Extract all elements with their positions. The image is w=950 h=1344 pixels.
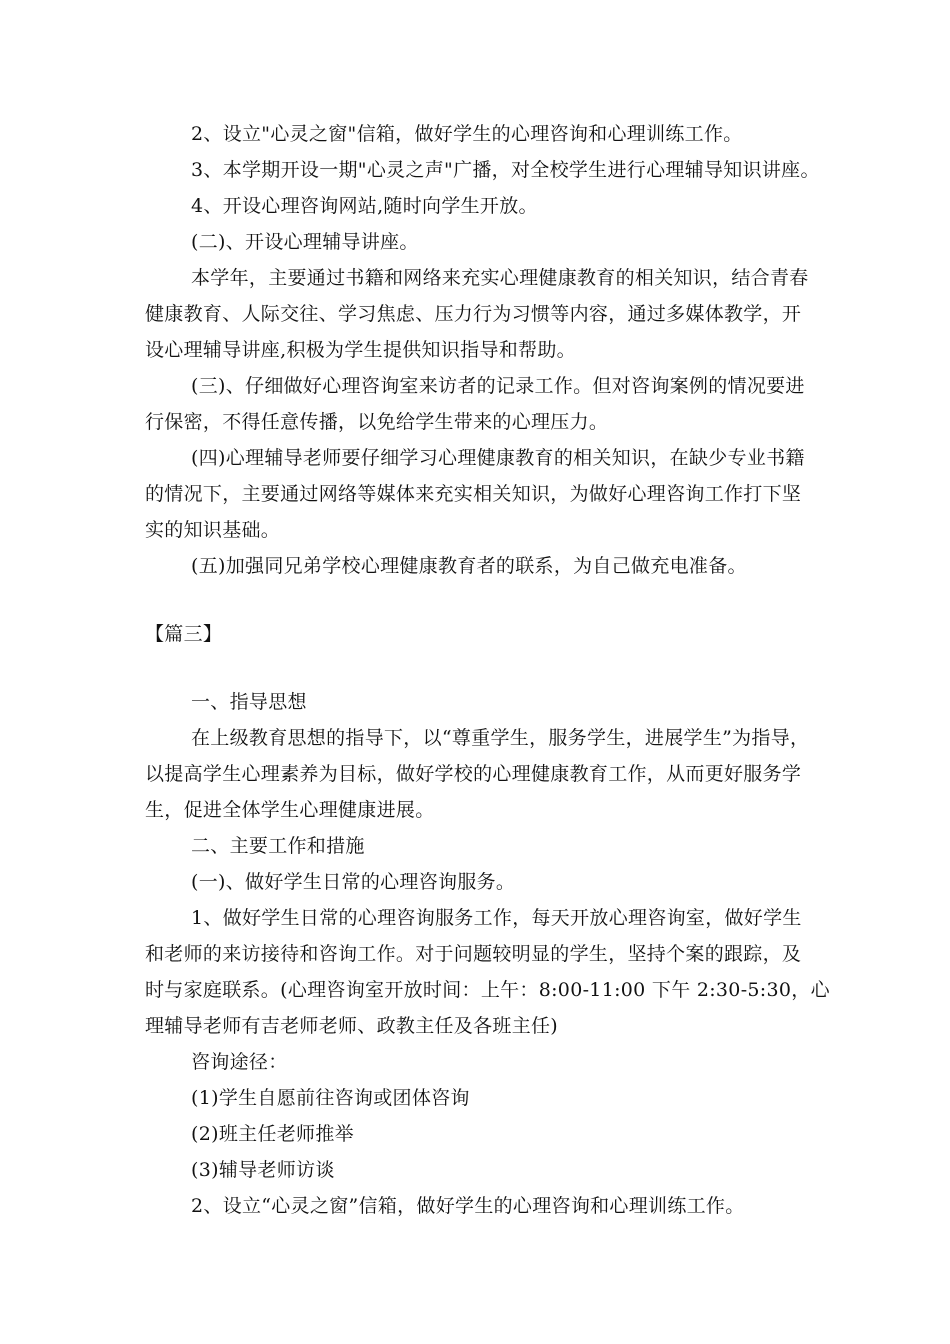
paragraph-line: 设心理辅导讲座,积极为学生提供知识指导和帮助。 bbox=[145, 339, 576, 361]
paragraph-line: 健康教育、人际交往、学习焦虑、压力行为习惯等内容，通过多媒体教学，开 bbox=[145, 303, 802, 325]
paragraph-line: 和老师的来访接待和咨询工作。对于问题较明显的学生，坚持个案的跟踪，及 bbox=[145, 943, 802, 965]
paragraph-line: (四)心理辅导老师要仔细学习心理健康教育的相关知识，在缺少专业书籍 bbox=[191, 447, 805, 469]
paragraph-line: (三)、仔细做好心理咨询室来访者的记录工作。但对咨询案例的情况要进 bbox=[191, 375, 805, 397]
paragraph-line: 理辅导老师有吉老师老师、政教主任及各班主任) bbox=[145, 1015, 559, 1037]
paragraph-line: 的情况下，主要通过网络等媒体来充实相关知识，为做好心理咨询工作打下坚 bbox=[145, 483, 802, 505]
subheading-line: (一)、做好学生日常的心理咨询服务。 bbox=[191, 871, 516, 893]
paragraph-line: 时与家庭联系。(心理咨询室开放时间：上午：8:00-11:00 下午 2:30-5:30，心 bbox=[145, 979, 830, 1001]
subheading-line: 二、主要工作和措施 bbox=[191, 835, 365, 857]
paragraph-line: 以提高学生心理素养为目标，做好学校的心理健康教育工作，从而更好服务学 bbox=[145, 763, 802, 785]
subheading-line: (二)、开设心理辅导讲座。 bbox=[191, 231, 419, 253]
subheading-line: 一、指导思想 bbox=[191, 691, 307, 713]
paragraph-line: 行保密，不得任意传播，以免给学生带来的心理压力。 bbox=[145, 411, 609, 433]
paragraph-line: 4、开设心理咨询网站,随时向学生开放。 bbox=[191, 195, 538, 217]
paragraph-line: 2、设立"心灵之窗"信箱，做好学生的心理咨询和心理训练工作。 bbox=[191, 123, 743, 145]
list-item: (2)班主任老师推举 bbox=[191, 1123, 354, 1145]
section-heading: 【篇三】 bbox=[145, 623, 223, 645]
paragraph-line: 实的知识基础。 bbox=[145, 519, 281, 541]
paragraph-line: 本学年，主要通过书籍和网络来充实心理健康教育的相关知识，结合青春 bbox=[191, 267, 809, 289]
list-item: (3)辅导老师访谈 bbox=[191, 1159, 335, 1181]
paragraph-line: 3、本学期开设一期"心灵之声"广播，对全校学生进行心理辅导知识讲座。 bbox=[191, 159, 820, 181]
paragraph-line: (五)加强同兄弟学校心理健康教育者的联系，为自己做充电准备。 bbox=[191, 555, 747, 577]
paragraph-line: 2、设立“心灵之窗”信箱，做好学生的心理咨询和心理训练工作。 bbox=[191, 1195, 745, 1217]
paragraph-line: 在上级教育思想的指导下，以“尊重学生，服务学生，进展学生”为指导， bbox=[191, 727, 810, 749]
paragraph-line: 生，促进全体学生心理健康进展。 bbox=[145, 799, 435, 821]
list-item: (1)学生自愿前往咨询或团体咨询 bbox=[191, 1087, 470, 1109]
paragraph-line: 咨询途径： bbox=[191, 1051, 288, 1073]
paragraph-line: 1、做好学生日常的心理咨询服务工作，每天开放心理咨询室，做好学生 bbox=[191, 907, 802, 929]
